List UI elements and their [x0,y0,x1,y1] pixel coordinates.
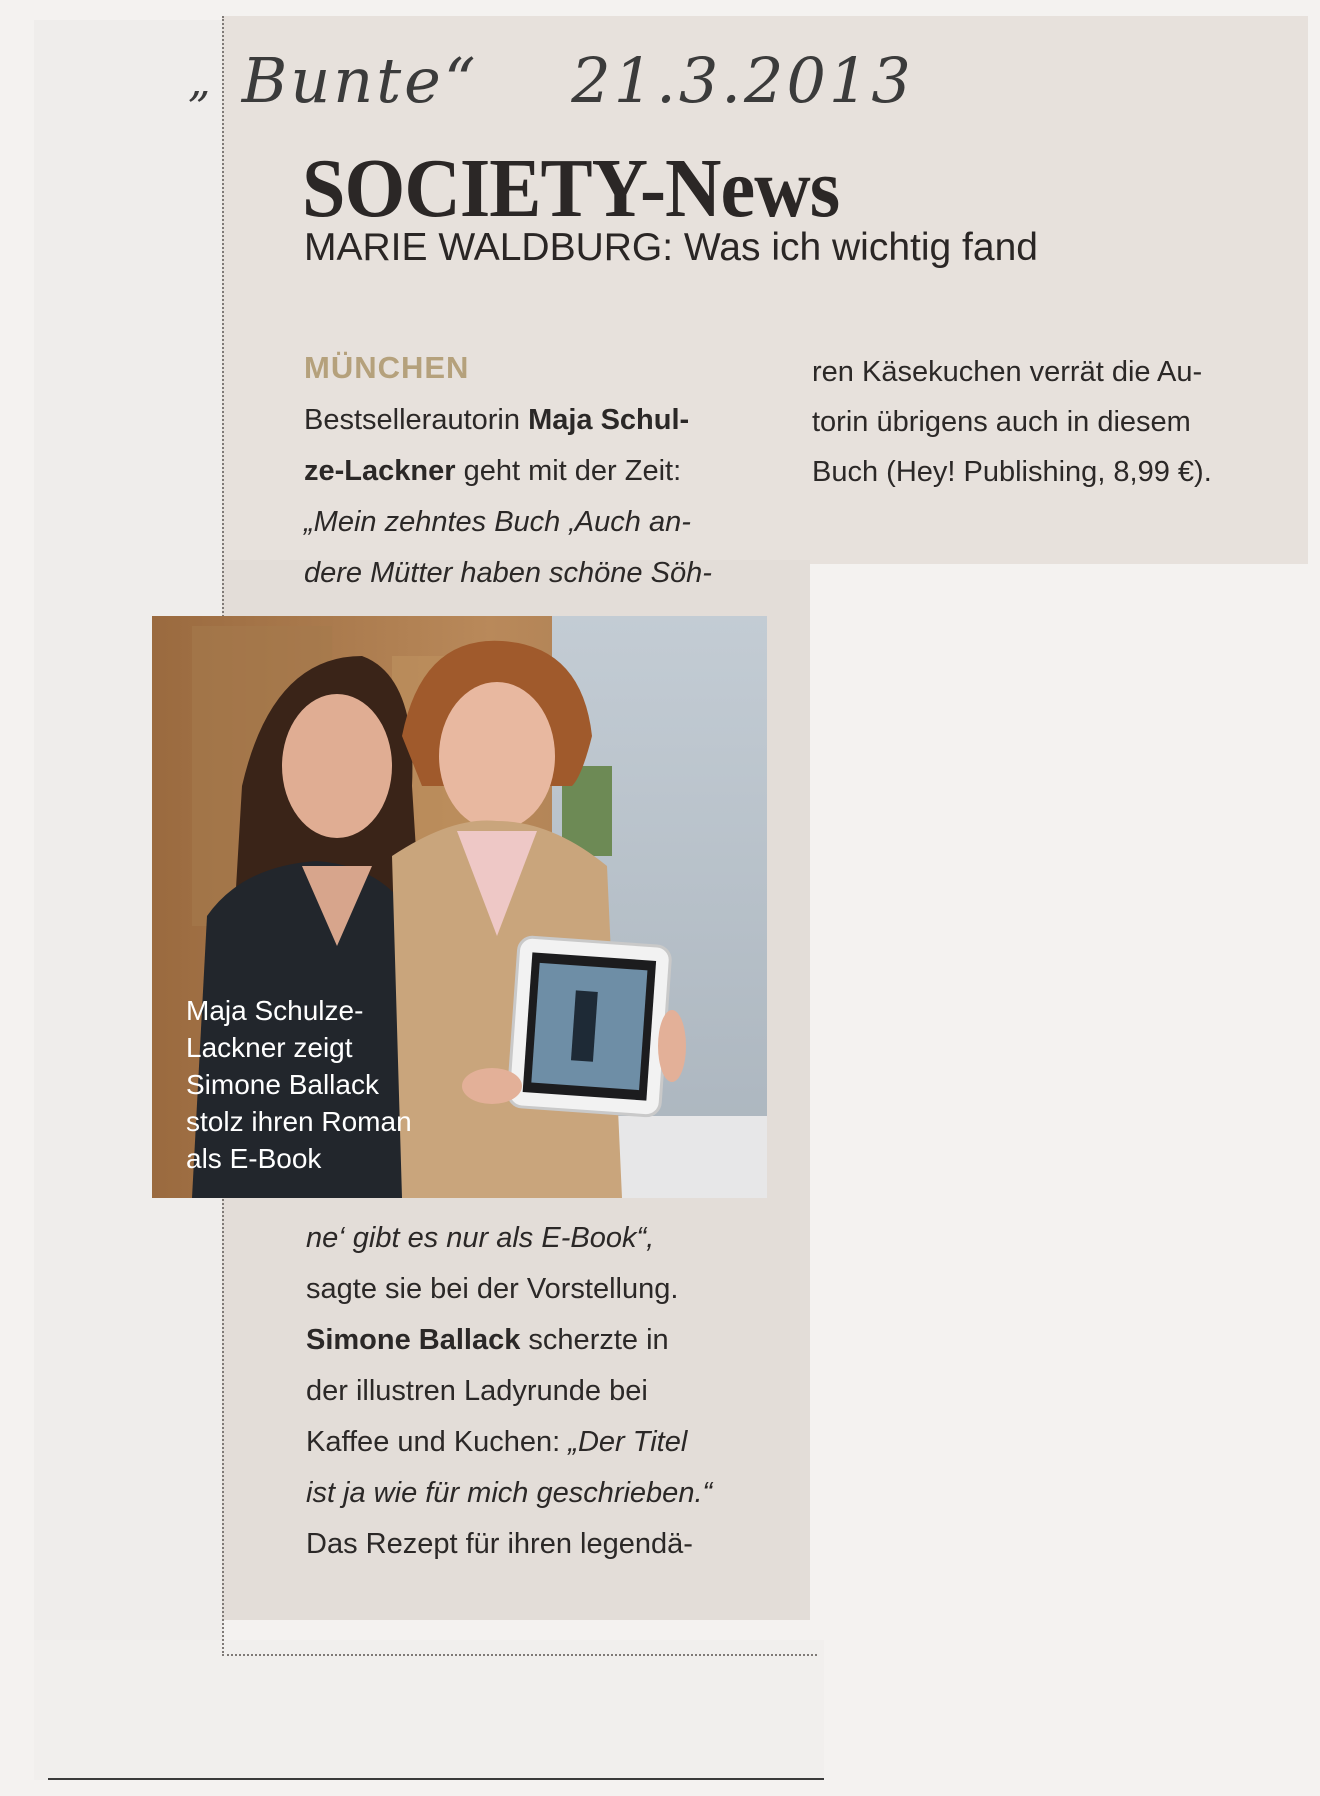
body-line: dere Mütter haben schöne Söh- [304,557,712,589]
body-text: Kaffee und Kuchen: [306,1426,569,1458]
article-title: SOCIETY-News [302,142,840,235]
dotted-cut-line-horizontal [222,1654,817,1656]
handwritten-note [188,44,1088,134]
clipping-bottom-margin [34,1640,824,1780]
body-line: ren Käsekuchen verrät die Au- [812,356,1203,388]
photo-caption [186,992,486,1177]
handwritten-date: 21.3.2013 [571,44,914,117]
body-text: scherzte in [520,1324,669,1356]
caption-line: stolz ihren Roman [186,1106,412,1137]
body-line: torin übrigens auch in diesem [812,406,1191,438]
handwritten-publication: Bunte [241,44,444,117]
bottom-edge-line [48,1778,824,1780]
body-line: „Mein zehntes Buch ‚Auch an- [304,506,691,538]
person-name: Maja Schul- [528,404,690,436]
body-line: sagte sie bei der Vorstellung. [306,1273,679,1305]
body-text: geht mit der Zeit: [455,455,682,487]
article-subtitle: MARIE WALDBURG: Was ich wichtig fand [304,226,1038,269]
caption-line: Maja Schulze- [186,995,364,1026]
person-name: Simone Ballack [306,1324,521,1356]
handwritten-quote-mark: „ [188,56,214,107]
body-line: Das Rezept für ihren legendä- [306,1528,693,1560]
person-name: ze-Lackner [304,455,456,487]
body-line [306,1426,687,1459]
body-line: Buch (Hey! Publishing, 8,99 €). [812,456,1212,488]
handwritten-quote-mark: “ [443,44,479,117]
body-line: ist ja wie für mich geschrieben.“ [306,1477,713,1509]
caption-line: Simone Ballack [186,1069,379,1100]
body-text: Bestsellerautorin [304,404,529,436]
quote-text: „Der Titel [568,1426,688,1458]
body-line [304,404,689,437]
caption-line: Lackner zeigt [186,1032,353,1063]
body-line: der illustren Ladyrunde bei [306,1375,648,1407]
location-kicker: MÜNCHEN [304,350,470,385]
body-line [306,1324,669,1357]
caption-line: als E-Book [186,1143,322,1174]
body-line: ne‘ gibt es nur als E-Book“, [306,1222,655,1254]
body-line [304,455,681,488]
